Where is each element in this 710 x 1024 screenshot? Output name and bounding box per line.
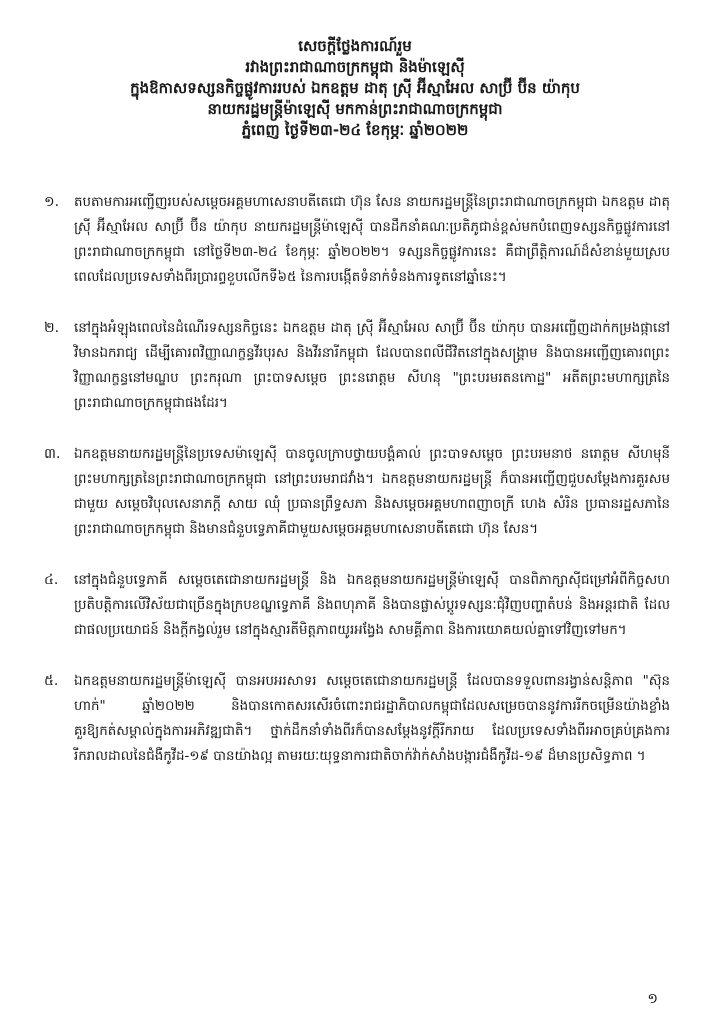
document-body [40,190,670,795]
header-parties: រវាងព្រះរាជាណាចក្រកម្ពុជា និងម៉ាឡេស៊ី [245,58,465,76]
page-number: ១ [647,991,658,1007]
header-visitor-role: នាយករដ្ឋមន្ត្រីម៉ាឡេស៊ី មកកាន់ព្រះរាជាណាចក្រកម្ពុជា [207,100,503,118]
paragraph-text: នៅក្នុងអំឡុងពេលនៃដំណើរទស្សនកិច្ចនេះ ឯកឧត្តម ដាតុ ស្រ៊ី អ៊ីស្មាអែល សាប្រ៊ី ប៊ីន យ៉ាកុប បានអញ្ជើញដាក់កម្រងផ្កានៅវិមានឯករាជ្យ ដើម្បីគោរពវិញ្ញាណក្ខន្ធវីរបុរស និងវីរនារីកម្ពុជា ដែលបានពលីជីវិតនៅក្នុងសង្គ្រាម និងបានអញ្ជើញគោរពព្រះវិញ្ញាណក្ខន្ធនៅមណ្ឌប ព្រះករុណា ព្រះបាទសម្តេច ព្រះនរោត្តម សីហនុ "ព្រះបរមរតនកោដ្ឋ" អតីតព្រះមហាក្សត្រនៃព្រះរាជាណាចក្រកម្ពុជាផងដែរ។ [74,321,670,411]
paragraph-number: ៤. [44,572,59,588]
paragraph-number: ៥. [44,673,59,689]
paragraph-number: ២. [44,320,60,336]
header-occasion: ក្នុងឱកាសទស្សនកិច្ចផ្លូវការរបស់ ឯកឧត្តម ដាតុ ស្រ៊ី អ៊ីស្មាអែល សាប្រ៊ី ប៊ីន យ៉ាកុប [130,79,580,97]
header-place-date: ភ្នំពេញ ថ្ងៃទី២៣-២៤ ខែកុម្ភៈ ឆ្នាំ២០២២ [241,121,469,139]
paragraph-2 [40,316,670,416]
paragraph-text: តបតាមការអញ្ជើញរបស់សម្តេចអគ្គមហាសេនាបតីតេជោ ហ៊ុន សែន នាយករដ្ឋមន្ត្រីនៃព្រះរាជាណាចក្រកម្ពុជា ឯកឧត្តម ដាតុ ស្រ៊ី អ៊ីស្មាអែល សាប្រ៊ី ប៊ីន យ៉ាកុប នាយករដ្ឋមន្ត្រីម៉ាឡេស៊ី បានដឹកនាំគណៈប្រតិភូជាន់ខ្ពស់មកបំពេញទស្សនកិច្ចផ្លូវការនៅព្រះរាជាណាចក្រកម្ពុជា នៅថ្ងៃទី២៣-២៤ ខែកុម្ភៈ ឆ្នាំ២០២២។ ទស្សនកិច្ចផ្លូវការនេះ គឺជាព្រឹត្តិការណ៍ដ៏សំខាន់មួយស្របពេលដែលប្រទេសទាំងពីរប្រារព្ធខួបលើកទី៦៥ នៃការបង្កើតទំនាក់ទំនងការទូតនៅឆ្នាំនេះ។ [74,195,670,285]
header-title: សេចក្តីថ្លែងការណ៍រួម [298,37,412,55]
paragraph-text: នៅក្នុងជំនួបទ្វេភាគី សម្តេចតេជោនាយករដ្ឋមន្ត្រី និង ឯកឧត្តមនាយករដ្ឋមន្ត្រីម៉ាឡេស៊ី បានពិភាក្សាស៊ីជម្រៅអំពីកិច្ចសហប្រតិបត្តិការលើវិស័យជាច្រើនក្នុងក្របខណ្ឌទ្វេភាគី និងពហុភាគី និងបានផ្លាស់ប្តូរទស្សនៈជុំវិញបញ្ហាតំបន់ និងអន្តរជាតិ ដែលជាផលប្រយោជន៍ និងក្តីកង្វល់រួម នៅក្នុងស្មារតីមិត្តភាពយូរអង្វែង សាមគ្គីភាព និងការយោគយល់គ្នាទៅវិញទៅមក។ [74,573,670,638]
paragraph-3 [40,442,670,542]
document-header [0,36,710,141]
paragraph-text: ឯកឧត្តមនាយករដ្ឋមន្ត្រីនៃប្រទេសម៉ាឡេស៊ី បានចូលក្រាបថ្វាយបង្គំគាល់ ព្រះបាទសម្តេច ព្រះបរមនាថ នរោត្តម សីហមុនី ព្រះមហាក្សត្រនៃព្រះរាជាណាចក្រកម្ពុជា នៅព្រះបរមរាជវាំង។ ឯកឧត្តមនាយករដ្ឋមន្ត្រី ក៏បានអញ្ជើញជួបសម្តែងការគួរសមជាមួយ សម្តេចវិបុលសេនាភក្តី សាយ ឈុំ ប្រធានព្រឹទ្ធសភា និងសម្តេចអគ្គមហាពញាចក្រី ហេង សំរិន ប្រធានរដ្ឋសភានៃព្រះរាជាណាចក្រកម្ពុជា និងមានជំនួបទ្វេភាគីជាមួយសម្តេចអគ្គមហាសេនាបតីតេជោ ហ៊ុន សែន។ [74,447,670,537]
paragraph-4 [40,568,670,643]
paragraph-5 [40,669,670,769]
paragraph-text: ឯកឧត្តមនាយករដ្ឋមន្ត្រីម៉ាឡេស៊ី បានអបអរសាទរ សម្តេចតេជោនាយករដ្ឋមន្ត្រី ដែលបានទទួលពានរង្វាន់សន្តិភាព "ស៊ុនហាក់" ឆ្នាំ២០២២ និងបានកោតសរសើរចំពោះរាជរដ្ឋាភិបាលកម្ពុជាដែលសម្រេចបាននូវការរីកចម្រើនយ៉ាងខ្លាំងគួរឱ្យកត់សម្គាល់ក្នុងការអភិវឌ្ឍជាតិ។ ថ្នាក់ដឹកនាំទាំងពីរក៏បានសម្តែងនូវក្តីរីករាយ ដែលប្រទេសទាំងពីរអាចគ្រប់គ្រងការរីករាលដាលនៃជំងឺកូវីដ-១៩ បានយ៉ាងល្អ តាមរយៈយុទ្ធនាការជាតិចាក់វ៉ាក់សាំងបង្ការជំងឺកូវីដ-១៩ ដ៏មានប្រសិទ្ធភាព ។ [74,674,670,764]
paragraph-number: ១. [44,194,60,210]
paragraph-number: ៣. [44,446,61,462]
paragraph-1 [40,190,670,290]
